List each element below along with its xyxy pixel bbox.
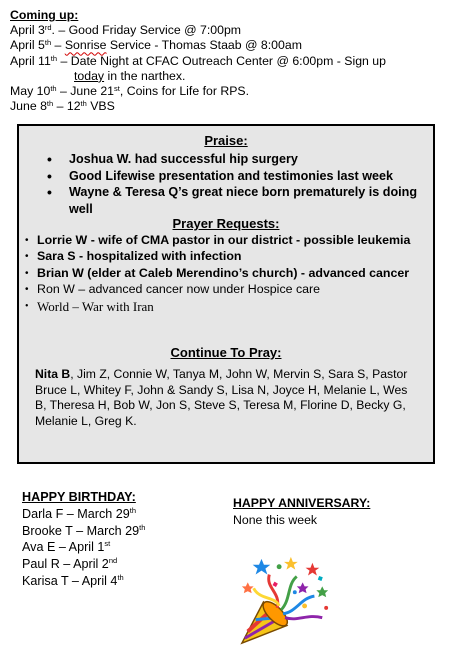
prayer-request-item: • Brian W (elder at Caleb Merendino’s church) - advanced cancer (25, 266, 423, 281)
prayer-box (17, 124, 435, 464)
birthday-heading: HAPPY BIRTHDAY: (22, 490, 136, 504)
prayer-request-item: • Sara S - hospitalized with infection (25, 249, 423, 264)
prayer-requests-list (25, 233, 423, 315)
spellcheck-word: Sonrise (64, 38, 107, 53)
coming-up-section (10, 8, 450, 114)
event-vbs: June 8th – 12th VBS (10, 99, 115, 114)
prayer-request-item: • Lorrie W - wife of CMA pastor in our district - possible leukemia (25, 233, 423, 248)
birthday-entry: Ava E – April 1st (22, 539, 111, 555)
event-good-friday: April 3rd. – Good Friday Service @ 7:00pm (10, 23, 242, 38)
praise-list (47, 151, 425, 217)
birthday-entry: Karisa T – April 4th (22, 572, 124, 588)
event-date-night: April 11th – Date Night at CFAC Outreach Center @ 6:00pm - Sign up (10, 53, 386, 68)
birthday-entry: Darla F – March 29th (22, 505, 137, 521)
lead-name: Nita B (35, 367, 71, 381)
anniversary-heading: HAPPY ANNIVERSARY: (233, 496, 371, 510)
names-list: , Jim Z, Connie W, Tanya M, John W, Mervin S, Sara S, Pastor Bruce L, Whitey F, John & Sandy S, Lisa N, Joyce H, Melanie L, Wes B, Theresa H, Bob W, Jon S, Steve S, Teresa M, Florine D, Becky G, Melanie L, Greg K. (35, 367, 408, 428)
praise-item: • Good Lifewise presentation and testimonies last week (47, 168, 425, 185)
coming-up-heading: Coming up: (10, 8, 79, 22)
birthday-entry: Brooke T – March 29th (22, 522, 146, 538)
prayer-request-item: • World – War with Iran (25, 299, 423, 314)
event-coins-for-life: May 10th – June 21st, Coins for Life for RPS. (10, 84, 250, 99)
birthdays-section (22, 489, 145, 590)
party-popper-icon (236, 553, 334, 651)
event-sonrise-service: April 5th – Sonrise Service - Thomas Staab @ 8:00am (10, 38, 302, 53)
continue-to-pray-title: Continue To Pray: (170, 345, 282, 360)
birthday-entry: Paul R – April 2nd (22, 556, 118, 572)
prayer-requests-title: Prayer Requests: (172, 216, 280, 231)
anniversary-text: None this week (233, 513, 318, 527)
praise-title: Praise: (204, 133, 248, 148)
praise-item: • Wayne & Teresa Q’s great niece born prematurely is doing well (47, 184, 425, 217)
praise-item: • Joshua W. had successful hip surgery (47, 151, 425, 168)
prayer-request-item: • Ron W – advanced cancer now under Hospice care (25, 282, 423, 297)
anniversary-section (233, 495, 370, 529)
event-date-night-cont: today in the narthex. (74, 68, 186, 83)
continue-to-pray-names (35, 367, 417, 429)
